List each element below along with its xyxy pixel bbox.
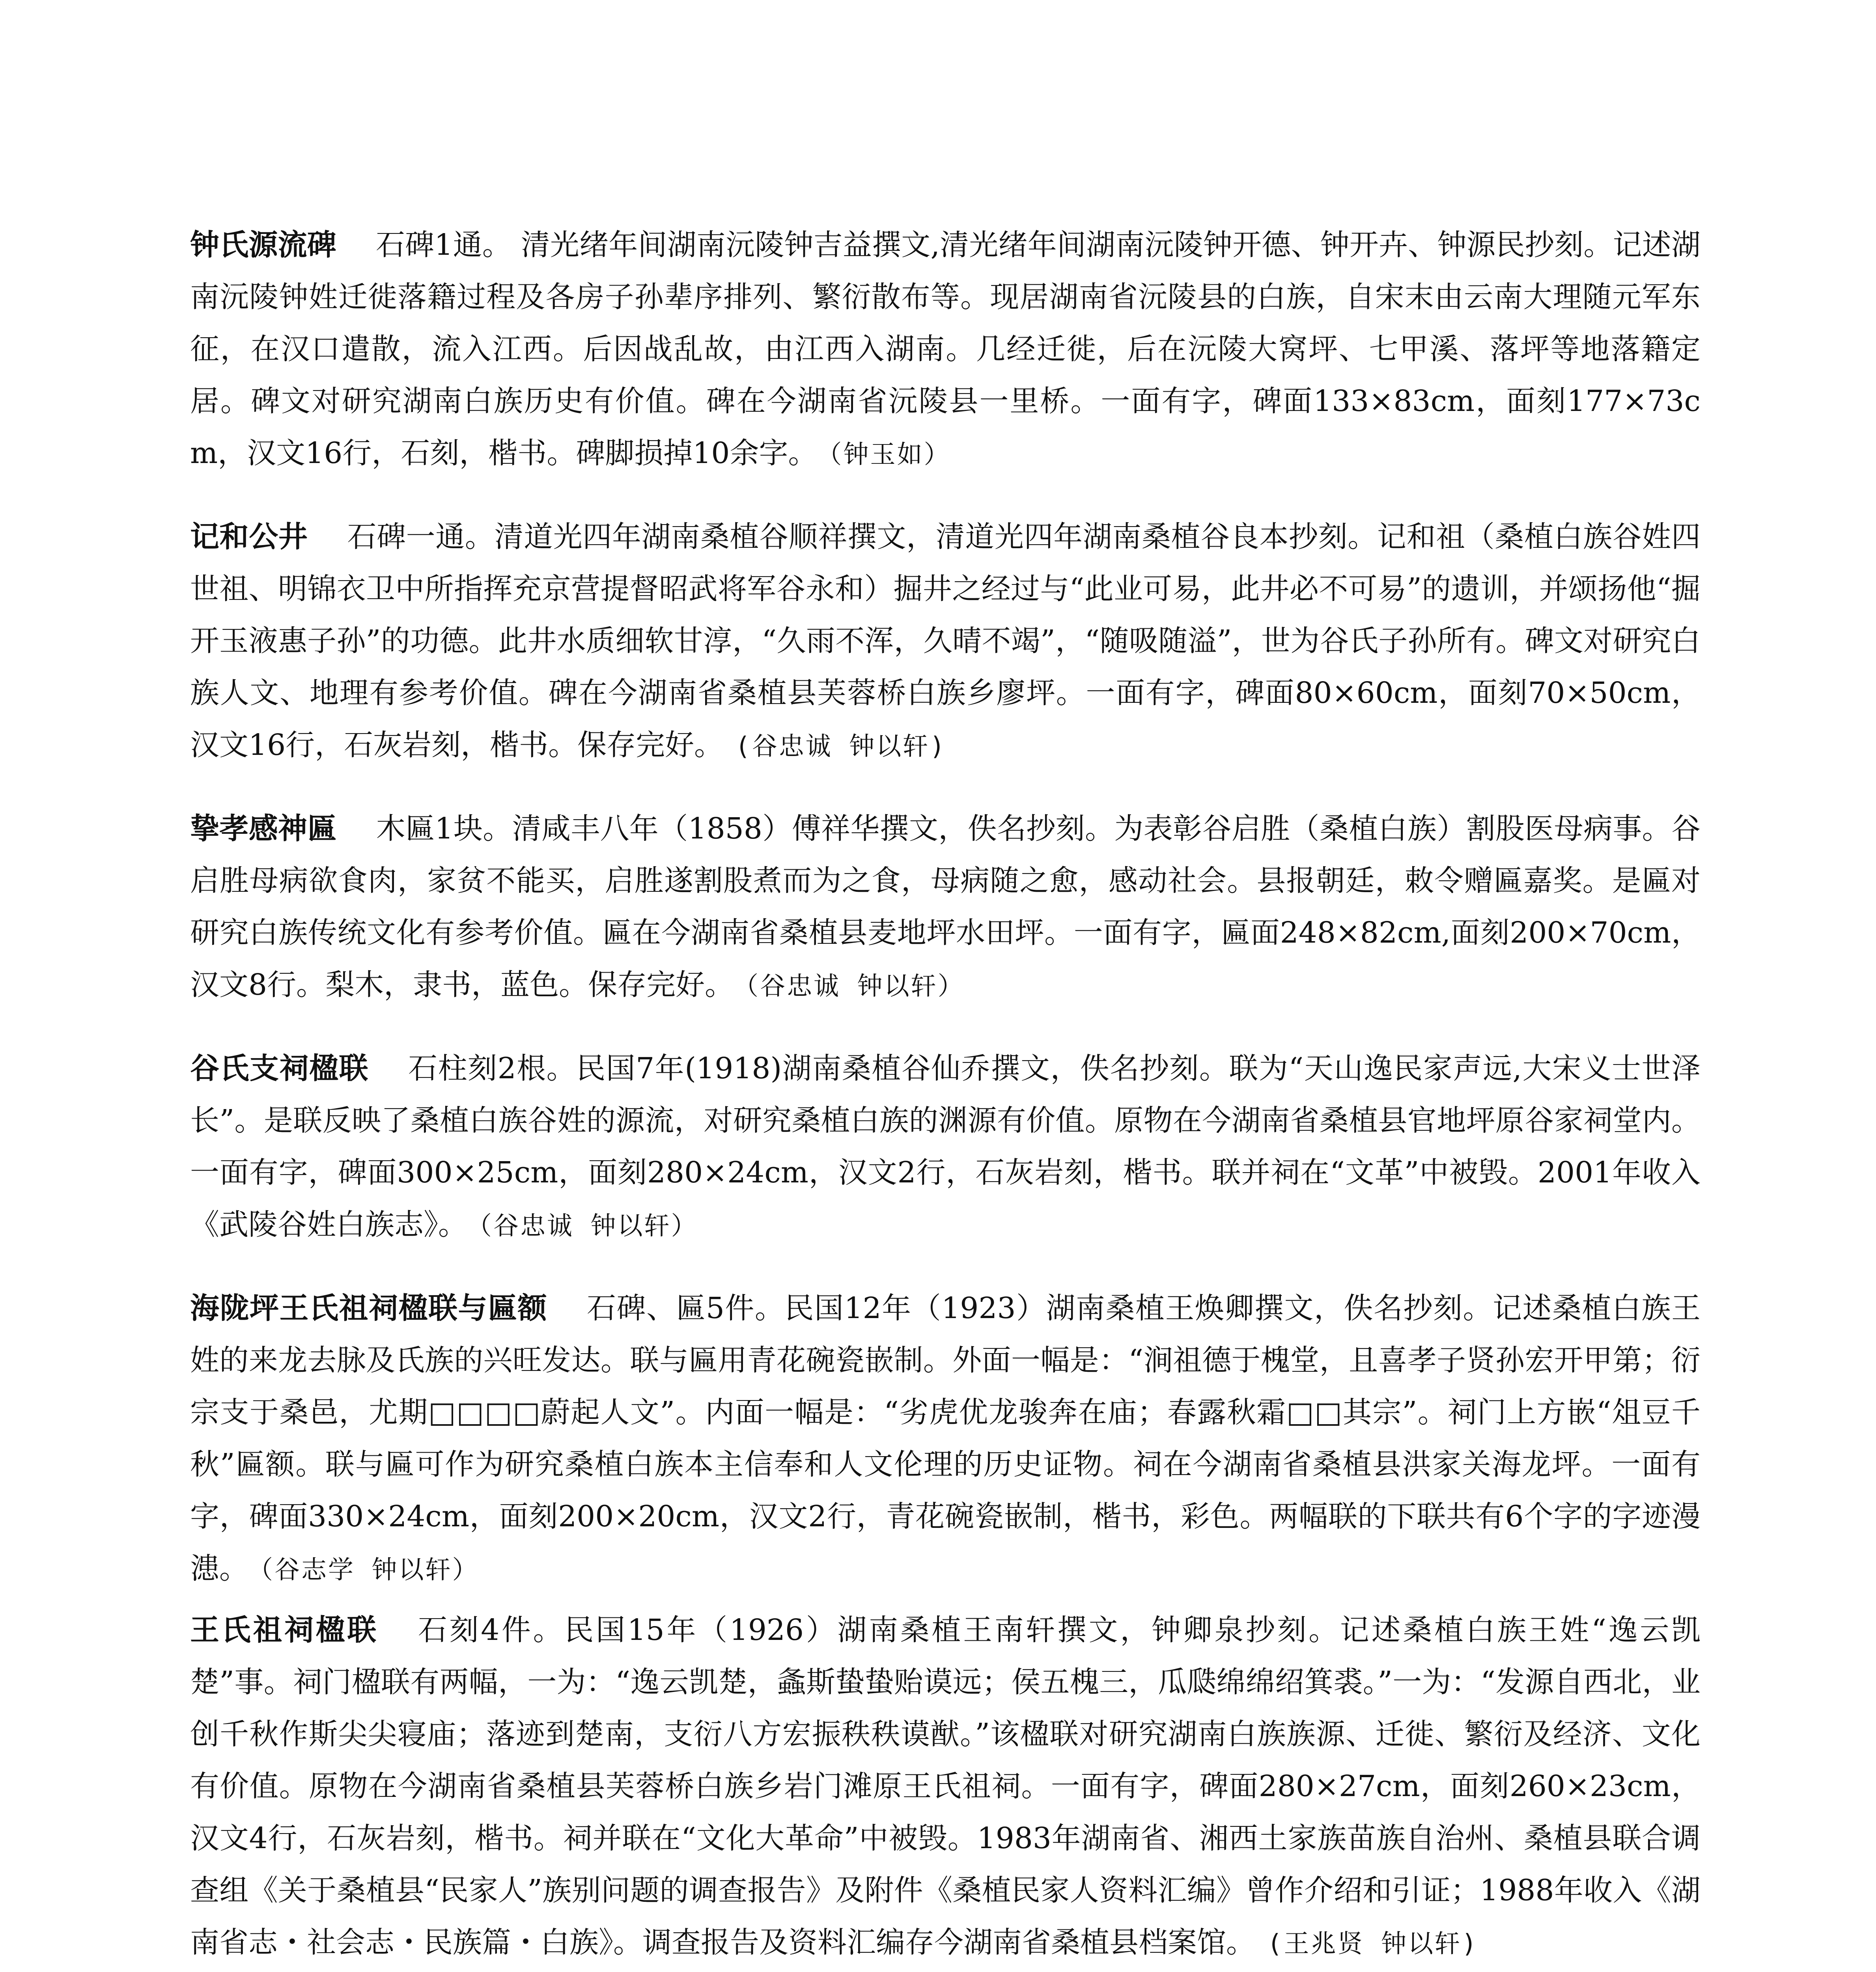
entry-wang-shrine-couplet bbox=[190, 1604, 1701, 1970]
entry-zhong-origin-stele bbox=[190, 219, 1701, 481]
entry-title: 钟氏源流碑 bbox=[190, 228, 336, 262]
entry-body: 石柱刻2根。民国7年(1918)湖南桑植谷仙乔撰文，佚名抄刻。联为“天山逸民家声远,大宋义士世泽长”。是联反映了桑植白族谷姓的源流，对研究桑植白族的渊源有价值。原物在今湖南省桑植县官地坪原谷家祠堂内。一面有字，碑面300×25cm，面刻280×24cm，汉文2行，石灰岩刻，楷书。联并祠在“文革”中被毁。2001年收入《武陵谷姓白族志》。 bbox=[190, 1051, 1701, 1242]
entry-title: 谷氏支祠楹联 bbox=[190, 1051, 369, 1085]
entry-body: 石碑一通。清道光四年湖南桑植谷顺祥撰文，清道光四年湖南桑植谷良本抄刻。记和祖（桑植白族谷姓四世祖、明锦衣卫中所指挥充京营提督昭武将军谷永和）掘井之经过与“此业可易，此井必不可易”的遗训，并颂扬他“掘开玉液惠子孙”的功德。此井水质细软甘淳，“久雨不浑，久晴不竭”，“随吸随溢”，世为谷氏子孙所有。碑文对研究白族人文、地理有参考价值。碑在今湖南省桑植县芙蓉桥白族乡廖坪。一面有字，碑面80×60cm，面刻70×50cm，汉文16行，石灰岩刻，楷书。保存完好。 bbox=[190, 520, 1701, 762]
entry-body: 木匾1块。清咸丰八年（1858）傅祥华撰文，佚名抄刻。为表彰谷启胜（桑植白族）割股医母病事。谷启胜母病欲食肉，家贫不能买，启胜遂割股煮而为之食，母病随之愈，感动社会。县报朝廷，敕令赠匾嘉奖。是匾对研究白族传统文化有参考价值。匾在今湖南省桑植县麦地坪水田坪。一面有字，匾面248×82cm,面刻200×70cm，汉文8行。梨木，隶书，蓝色。保存完好。 bbox=[190, 812, 1701, 1002]
entry-title: 海陇坪王氏祖祠楹联与匾额 bbox=[190, 1291, 547, 1325]
entry-byline: （钟玉如） bbox=[829, 440, 951, 469]
entry-list bbox=[190, 219, 1701, 1972]
entry-title: 记和公井 bbox=[190, 520, 308, 554]
entry-byline: （谷志学 钟以轩） bbox=[260, 1556, 479, 1585]
entry-wang-hailong-couplet bbox=[190, 1282, 1701, 1596]
entry-title: 王氏祖祠楹联 bbox=[190, 1613, 379, 1647]
entry-byline: （谷忠诚 钟以轩） bbox=[479, 1212, 698, 1241]
entry-body: 石刻4件。民国15年（1926）湖南桑植王南轩撰文，钟卿泉抄刻。记述桑植白族王姓“逸云凯楚”事。祠门楹联有两幅，一为：“逸云凯楚，螽斯蛰蛰贻谟远；侯五槐三，瓜瓞绵绵绍箕裘。”一为：“发源自西北，业创千秋作斯尖尖寝庙；落迹到楚南，支衍八方宏振秩秩谟猷。”该楹联对研究湖南白族族源、迁徙、繁衍及经济、文化有价值。原物在今湖南省桑植县芙蓉桥白族乡岩门滩原王氏祖祠。一面有字，碑面280×27cm，面刻260×23cm，汉文4行，石灰岩刻，楷书。祠并联在“文化大革命”中被毁。1983年湖南省、湘西土家族苗族自治州、桑植县联合调查组《关于桑植县“民家人”族别问题的调查报告》及附件《桑植民家人资料汇编》曾作介绍和引证；1988年收入《湖南省志・社会志・民族篇・白族》。调查报告及资料汇编存今湖南省桑植县档案馆。 bbox=[190, 1613, 1701, 1959]
entry-title: 挚孝感神匾 bbox=[190, 812, 337, 846]
entry-byline: (王兆贤 钟以轩) bbox=[1267, 1929, 1478, 1959]
entry-body: 石碑、匾5件。民国12年（1923）湖南桑植王焕卿撰文，佚名抄刻。记述桑植白族王姓的来龙去脉及氏族的兴旺发达。联与匾用青花碗瓷嵌制。外面一幅是：“涧祖德于槐堂，且喜孝子贤孙宏开甲第；衍宗支于桑邑，尤期□□□□蔚起人文”。内面一幅是：“劣虎优龙骏奔在庙；春露秋霜□□其宗”。祠门上方嵌“俎豆千秋”匾额。联与匾可作为研究桑植白族本主信奉和人文伦理的历史证物。祠在今湖南省桑植县洪家关海龙坪。一面有字，碑面330×24cm，面刻200×20cm，汉文2行，青花碗瓷嵌制，楷书，彩色。两幅联的下联共有6个字的字迹漫漶。 bbox=[190, 1291, 1701, 1585]
entry-filial-plaque bbox=[190, 803, 1701, 1012]
entry-body: 石碑1通。 清光绪年间湖南沅陵钟吉益撰文,清光绪年间湖南沅陵钟开德、钟开卉、钟源民抄刻。记述湖南沅陵钟姓迁徙落籍过程及各房子孙辈序排列、繁衍散布等。现居湖南省沅陵县的白族，自宋末由云南大理随元军东征，在汉口遣散，流入江西。后因战乱故，由江西入湖南。几经迁徙，后在沅陵大窝坪、七甲溪、落坪等地落籍定居。碑文对研究湖南白族历史有价值。碑在今湖南省沅陵县一里桥。一面有字，碑面133×83cm，面刻177×73cm，汉文16行，石刻，楷书。碑脚损掉10余字。 bbox=[190, 228, 1701, 470]
entry-gu-shrine-couplet bbox=[190, 1042, 1701, 1252]
entry-byline: （谷忠诚 钟以轩） bbox=[746, 972, 965, 1001]
entry-jihe-well bbox=[190, 511, 1701, 773]
entry-byline: (谷忠诚 钟以轩) bbox=[735, 732, 946, 761]
